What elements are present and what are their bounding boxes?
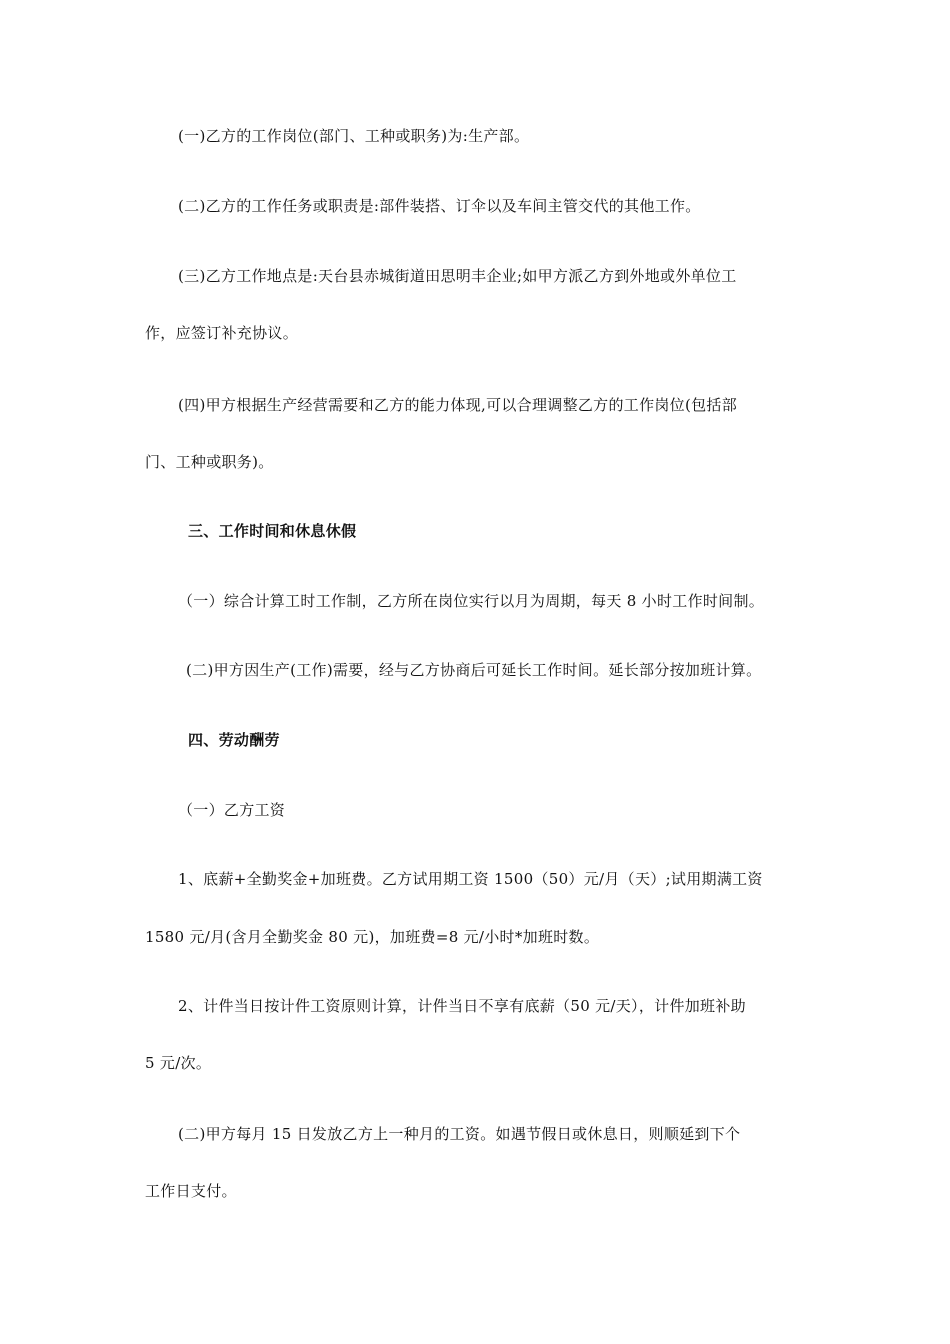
paragraph-piecework-cont: 5 元/次。 [145, 1054, 212, 1072]
paragraph-pay-date: (二)甲方每月 15 日发放乙方上一种月的工资。如遇节假日或休息日，则顺延到下个 [178, 1125, 741, 1143]
paragraph-position-adjustment-cont: 门、工种或职务)。 [145, 453, 274, 471]
paragraph-work-location-cont: 作，应签订补充协议。 [145, 324, 299, 342]
paragraph-overtime: (二)甲方因生产(工作)需要，经与乙方协商后可延长工作时间。延长部分按加班计算。 [186, 661, 762, 679]
section-heading-remuneration: 四、劳动酬劳 [188, 731, 280, 749]
paragraph-salary-structure: 1、底薪+全勤奖金+加班费。乙方试用期工资 1500（50）元/月（天）;试用期满工资 [178, 870, 763, 888]
paragraph-salary-structure-cont: 1580 元/月(含月全勤奖金 80 元)，加班费=8 元/小时*加班时数。 [145, 928, 600, 946]
paragraph-work-position: (一)乙方的工作岗位(部门、工种或职务)为:生产部。 [178, 127, 530, 145]
paragraph-work-location: (三)乙方工作地点是:天台县赤城街道田思明丰企业;如甲方派乙方到外地或外单位工 [178, 267, 737, 285]
paragraph-pay-date-cont: 工作日支付。 [145, 1182, 237, 1200]
paragraph-work-duties: (二)乙方的工作任务或职责是:部件装搭、订伞以及车间主管交代的其他工作。 [178, 197, 701, 215]
paragraph-piecework: 2、计件当日按计件工资原则计算，计件当日不享有底薪（50 元/天），计件加班补助 [178, 997, 746, 1015]
paragraph-working-hours-system: （一）综合计算工时工作制，乙方所在岗位实行以月为周期，每天 8 小时工作时间制。 [178, 592, 765, 610]
paragraph-position-adjustment: (四)甲方根据生产经营需要和乙方的能力体现,可以合理调整乙方的工作岗位(包括部 [178, 396, 738, 414]
section-heading-working-hours: 三、工作时间和休息休假 [188, 522, 357, 540]
subheading-salary: （一）乙方工资 [178, 801, 286, 819]
